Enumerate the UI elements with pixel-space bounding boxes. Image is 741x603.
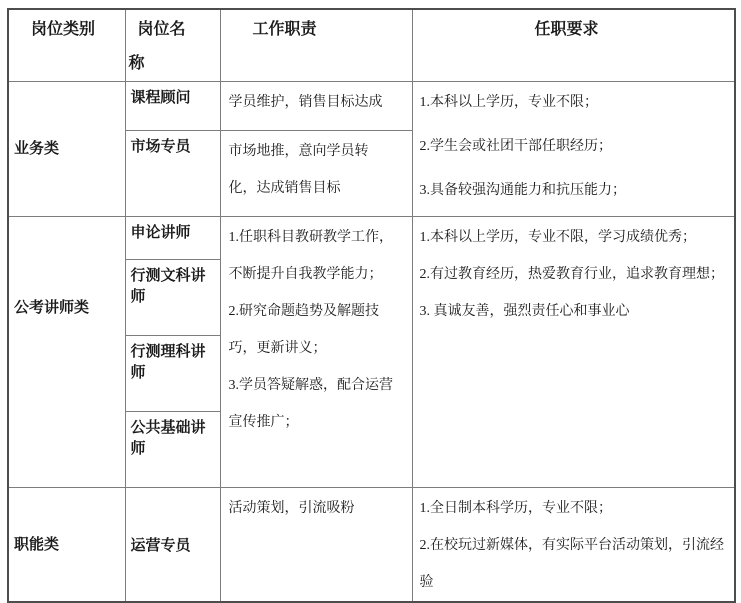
requirement-item: 3.具备较强沟通能力和抗压能力； xyxy=(419,183,626,198)
job-positions-table xyxy=(7,8,736,603)
requirement-item: 1.本科以上学历，专业不限，学习成绩优秀； xyxy=(419,230,696,245)
duty-text: 学员维护，销售目标达成 xyxy=(228,95,383,110)
requirement-item: 1.本科以上学历，专业不限； xyxy=(419,95,598,110)
position-cell: 市场专员 xyxy=(125,131,220,217)
duty-cell xyxy=(220,131,412,217)
duty-item: 3.学员答疑解惑，配合运营宣传推广； xyxy=(228,378,393,430)
table-row xyxy=(8,488,735,603)
category-cell-business: 业务类 xyxy=(8,82,125,217)
requirement-item: 2.有过教育经历，热爱教育行业，追求教育理想； xyxy=(419,267,724,282)
requirement-item: 3. 真诚友善，强烈责任心和事业心 xyxy=(419,304,630,319)
header-position-category: 岗位类别 xyxy=(8,9,125,82)
category-cell-functional: 职能类 xyxy=(8,488,125,603)
requirement-item: 1.全日制本科学历，专业不限； xyxy=(419,501,612,516)
header-job-requirements: 任职要求 xyxy=(412,9,735,82)
requirements-cell xyxy=(412,217,735,488)
header-job-duties: 工作职责 xyxy=(220,9,412,82)
position-cell: 课程顾问 xyxy=(125,82,220,131)
duty-text: 活动策划，引流吸粉 xyxy=(228,501,355,516)
duty-cell xyxy=(220,82,412,131)
header-position-name-text: 岗位名称 xyxy=(128,21,186,72)
duty-item: 2.研究命题趋势及解题技巧，更新讲义； xyxy=(228,304,379,356)
duty-item: 1.任职科目教研教学工作，不断提升自我教学能力； xyxy=(228,230,393,282)
header-row xyxy=(8,9,735,82)
requirement-item: 2.在校玩过新媒体，有实际平台活动策划，引流经验 xyxy=(419,538,724,590)
position-cell: 公共基础讲师 xyxy=(125,412,220,488)
position-cell: 行测文科讲师 xyxy=(125,260,220,336)
requirement-item: 2.学生会或社团干部任职经历； xyxy=(419,139,612,154)
position-cell: 申论讲师 xyxy=(125,217,220,260)
position-cell: 运营专员 xyxy=(125,488,220,603)
duty-cell xyxy=(220,488,412,603)
category-cell-lecturer: 公考讲师类 xyxy=(8,217,125,488)
duty-text: 市场地推，意向学员转化，达成销售目标 xyxy=(228,144,369,197)
position-cell: 行测理科讲师 xyxy=(125,336,220,412)
table-row xyxy=(8,82,735,131)
requirements-cell xyxy=(412,488,735,603)
duty-cell xyxy=(220,217,412,488)
header-position-name xyxy=(125,9,220,82)
requirements-cell xyxy=(412,82,735,217)
table-row xyxy=(8,217,735,260)
